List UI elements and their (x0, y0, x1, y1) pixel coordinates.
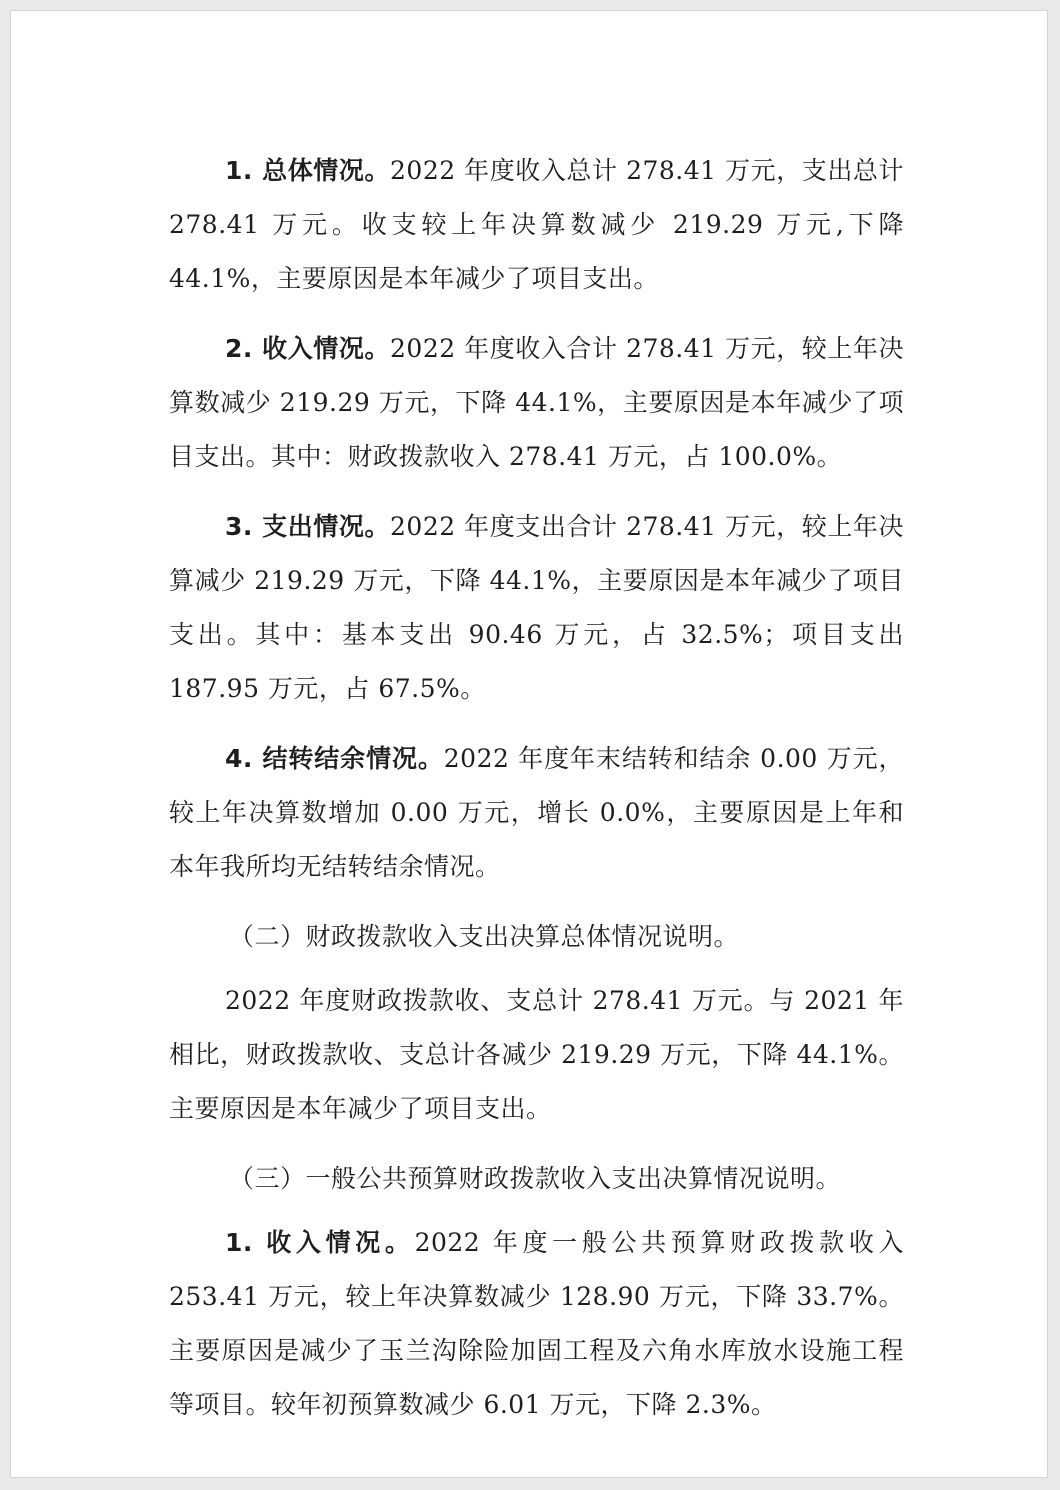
document-content (169, 144, 904, 1448)
overall-situation-text: 2022 年度收入总计 278.41 万元，支出总计 278.41 万元。收支较上年决算数减少 219.29 万元,下降 44.1%，主要原因是本年减少了项目支出。 (169, 156, 904, 293)
income-situation-heading: 2. 收入情况。 (225, 334, 391, 363)
general-budget-income-text: 2022 年度一般公共预算财政拨款收入 253.41 万元，较上年决算数减少 128.90 万元，下降 33.7%。主要原因是减少了玉兰沟除险加固工程及六角水库放水设施工程等项目。较年初预算数减少 6.01 万元，下降 2.3%。 (169, 1228, 904, 1419)
expenditure-situation-paragraph (169, 500, 904, 716)
general-budget-income-heading: 1. 收入情况。 (225, 1228, 415, 1257)
income-situation-text: 2022 年度收入合计 278.41 万元，较上年决算数减少 219.29 万元，下降 44.1%，主要原因是本年减少了项目支出。其中：财政拨款收入 278.41 万元，占 100.0%。 (169, 334, 904, 471)
carryover-balance-paragraph (169, 732, 904, 894)
section-two-title: （二）财政拨款收入支出决算总体情况说明。 (229, 922, 740, 951)
expenditure-situation-text: 2022 年度支出合计 278.41 万元，较上年决算减少 219.29 万元，下降 44.1%，主要原因是本年减少了项目支出。其中：基本支出 90.46 万元，占 32.5%；项目支出 187.95 万元，占 67.5%。 (169, 512, 904, 703)
section-two-body: 2022 年度财政拨款收、支总计 278.41 万元。与 2021 年相比，财政拨款收、支总计各减少 219.29 万元，下降 44.1%。主要原因是本年减少了项目支出。 (169, 986, 904, 1123)
expenditure-situation-heading: 3. 支出情况。 (225, 512, 391, 541)
carryover-balance-heading: 4. 结转结余情况。 (225, 744, 444, 773)
carryover-balance-text: 2022 年度年末结转和结余 0.00 万元，较上年决算数增加 0.00 万元，增长 0.0%，主要原因是上年和本年我所均无结转结余情况。 (169, 744, 904, 881)
section-three-title: （三）一般公共预算财政拨款收入支出决算情况说明。 (229, 1164, 842, 1193)
income-situation-paragraph (169, 322, 904, 484)
overall-situation-heading: 1. 总体情况。 (225, 156, 391, 185)
overall-situation-paragraph (169, 144, 904, 306)
general-budget-income-paragraph (169, 1216, 904, 1432)
document-page (10, 10, 1048, 1478)
